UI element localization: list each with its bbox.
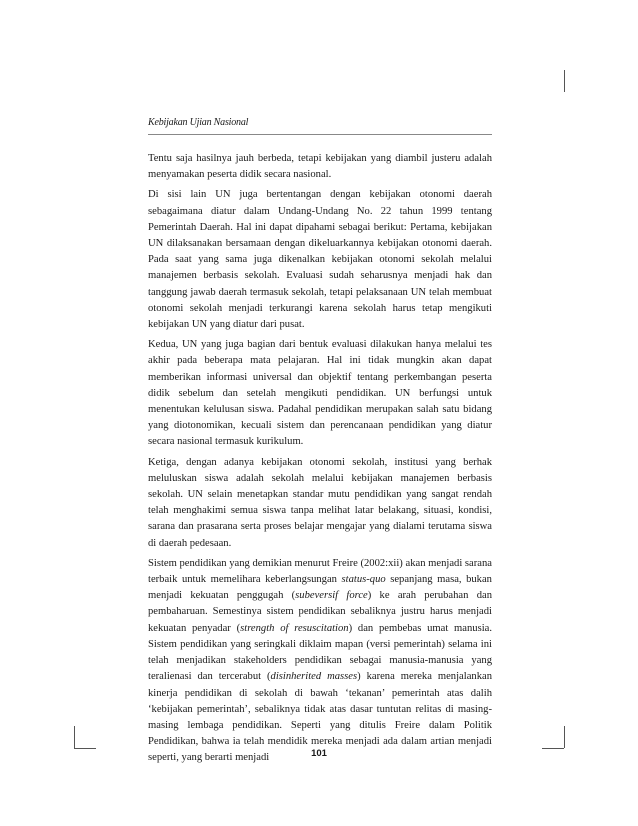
paragraph-5-italic-term-1: status-quo xyxy=(341,574,386,586)
paragraph-2: Di sisi lain UN juga bertentangan dengan kebijakan otonomi daerah sebagaimana diatur dalam Undang-Undang No. 22 tahun 1999 tentang Pemerintah Daerah. Hal ini dapat dipahami sebagai berikut: Pertama, kebijakan UN dilaksanakan bersamaan dengan dikeluarkannya kebijakan otonomi daerah. Pada saat yang sama juga dikenalkan kebijakan otonomi sekolah melalui manajemen berbasis sekolah. Evaluasi sudah seharusnya menjadi hak dan tanggung jawab daerah termasuk sekolah, tetapi pelaksanaan UN telah membuat otonomi sekolah menjadi terkurangi karena sekolah harus tetap mengikuti kebijakan UN yang diatur dari pusat. xyxy=(148,189,492,331)
paragraph-5-italic-term-2: subeversif force xyxy=(295,590,368,602)
paragraph-5-text-4: ) dan pembebas umat manusia. Sistem pendidikan yang seringkali diklaim mapan (versi pemerintah) selama ini telah menjadikan stakeholders pendidikan sebagai manusia-manusia yang teralienasi dan tercerabut ( xyxy=(148,622,492,683)
body-text xyxy=(148,151,492,771)
paragraph-1: Tentu saja hasilnya jauh berbeda, tetapi kebijakan yang diambil justeru adalah menyamakan peserta didik secara nasional. xyxy=(148,153,492,181)
running-header-title: Kebijakan Ujian Nasional xyxy=(148,117,249,128)
page-number: 101 xyxy=(311,748,327,759)
paragraph-5-text-3: ) ke arah perubahan dan pembaharuan. Semestinya sistem pendidikan sebaliknya justru harus menjadi kekuatan penyadar ( xyxy=(148,590,492,634)
paragraph-3: Kedua, UN yang juga bagian dari bentuk evaluasi dilakukan hanya melalui tes akhir pada beberapa mata pelajaran. Hal ini tidak mungkin akan dapat memberikan informasi universal dan objektif tentang perkembangan peserta didik sebelum dan setelah mengikuti pendidikan. UN berfungsi untuk menentukan kelulusan siswa. Padahal pendidikan merupakan salah satu bidang yang diotonomikan, kecuali sistem dan perencanaan pendidikan yang diatur secara nasional termasuk kurikulum. xyxy=(148,339,492,448)
paragraph-5-text-1: Sistem pendidikan yang demikian menurut Freire (2002:xii) akan menjadi sarana terbaik untuk memelihara keberlangsungan xyxy=(148,557,492,586)
paragraph-5 xyxy=(148,556,492,767)
crop-mark-bottom-right-vertical xyxy=(564,726,565,748)
paragraph-5-text-5: ) karena mereka menjalankan kinerja pendidikan di sekolah di bawah ‘tekanan’ pemerintah atas dalih ‘kebijakan pemerintah’, sebaliknya tidak atas dasar tuntutan relitas di masing-masing lembaga pendidikan. Seperti yang ditulis Freire dalam Politik Pendidikan, bahwa ia telah mendidik mereka menjadi ada dalam artian menjadi seperti, yang berarti menjadi xyxy=(148,671,492,764)
paragraph-5-italic-term-3: strength of resuscitation xyxy=(240,622,349,634)
paragraph-5-text-2: sepanjang masa, bukan menjadi kekuatan penggugah ( xyxy=(148,574,492,602)
paragraph-4: Ketiga, dengan adanya kebijakan otonomi sekolah, institusi yang berhak meluluskan siswa adalah sekolah melalui kebijakan manajemen berbasis sekolah. UN selain menetapkan standar mutu pendidikan yang sangat rendah telah menghakimi semua siswa tanpa melihat latar belakang, situasi, kondisi, sarana dan prasarana serta proses belajar mengajar yang dialami terutama siswa di daerah pedesaan. xyxy=(148,456,492,549)
crop-mark-top-right xyxy=(564,70,565,92)
header-divider xyxy=(148,134,492,135)
crop-mark-bottom-left-vertical xyxy=(74,726,75,748)
paragraph-5-italic-term-4: disinherited masses xyxy=(270,671,358,683)
